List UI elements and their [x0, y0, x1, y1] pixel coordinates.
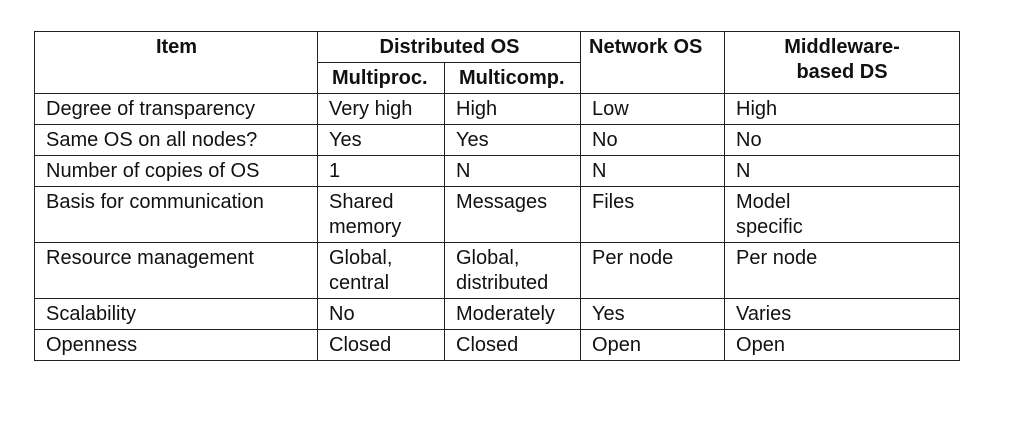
cell-multiproc: Shared memory: [318, 187, 445, 243]
cell-item: Scalability: [35, 299, 318, 330]
cell-item: Number of copies of OS: [35, 156, 318, 187]
header-distributed-os: Distributed OS: [318, 32, 581, 63]
table-row: [35, 94, 960, 125]
cell-middleware: High: [725, 94, 960, 125]
cell-middleware: N: [725, 156, 960, 187]
cell-item: Resource management: [35, 243, 318, 299]
cell-item: Same OS on all nodes?: [35, 125, 318, 156]
cell-network: No: [581, 125, 725, 156]
table-row: [35, 243, 960, 299]
cell-multicomp: Closed: [445, 330, 581, 361]
cell-network: N: [581, 156, 725, 187]
cell-multiproc: No: [318, 299, 445, 330]
cell-multicomp: High: [445, 94, 581, 125]
header-middleware-based-ds: [725, 32, 960, 94]
header-row-top: [35, 32, 960, 63]
cell-item: Degree of transparency: [35, 94, 318, 125]
header-middleware-line2: based DS: [796, 61, 888, 83]
cell-middleware: Open: [725, 330, 960, 361]
table-row: [35, 299, 960, 330]
cell-middleware: Varies: [725, 299, 960, 330]
cell-middleware: Per node: [725, 243, 960, 299]
cell-multicomp: Global, distributed: [445, 243, 581, 299]
comparison-table: [34, 31, 960, 361]
cell-multicomp: Moderately: [445, 299, 581, 330]
cell-item: Openness: [35, 330, 318, 361]
header-multiproc: Multiproc.: [318, 63, 445, 94]
cell-item: Basis for communication: [35, 187, 318, 243]
cell-multicomp: N: [445, 156, 581, 187]
cell-multiproc: Global, central: [318, 243, 445, 299]
cell-network: Open: [581, 330, 725, 361]
header-multicomp: Multicomp.: [445, 63, 581, 94]
cell-multicomp: Messages: [445, 187, 581, 243]
cell-middleware: No: [725, 125, 960, 156]
cell-multiproc: Closed: [318, 330, 445, 361]
table-row: [35, 187, 960, 243]
cell-network: Per node: [581, 243, 725, 299]
cell-network: Yes: [581, 299, 725, 330]
table-body: [35, 94, 960, 361]
table-row: [35, 156, 960, 187]
table-header: [35, 32, 960, 94]
cell-multiproc: 1: [318, 156, 445, 187]
header-item: Item: [35, 32, 318, 94]
cell-middleware: Model specific: [725, 187, 960, 243]
cell-multiproc: Very high: [318, 94, 445, 125]
table-row: [35, 330, 960, 361]
cell-multiproc: Yes: [318, 125, 445, 156]
header-network-os: Network OS: [581, 32, 725, 94]
header-middleware-line1: Middleware-: [784, 36, 900, 58]
table-row: [35, 125, 960, 156]
cell-multicomp: Yes: [445, 125, 581, 156]
cell-network: Files: [581, 187, 725, 243]
cell-network: Low: [581, 94, 725, 125]
